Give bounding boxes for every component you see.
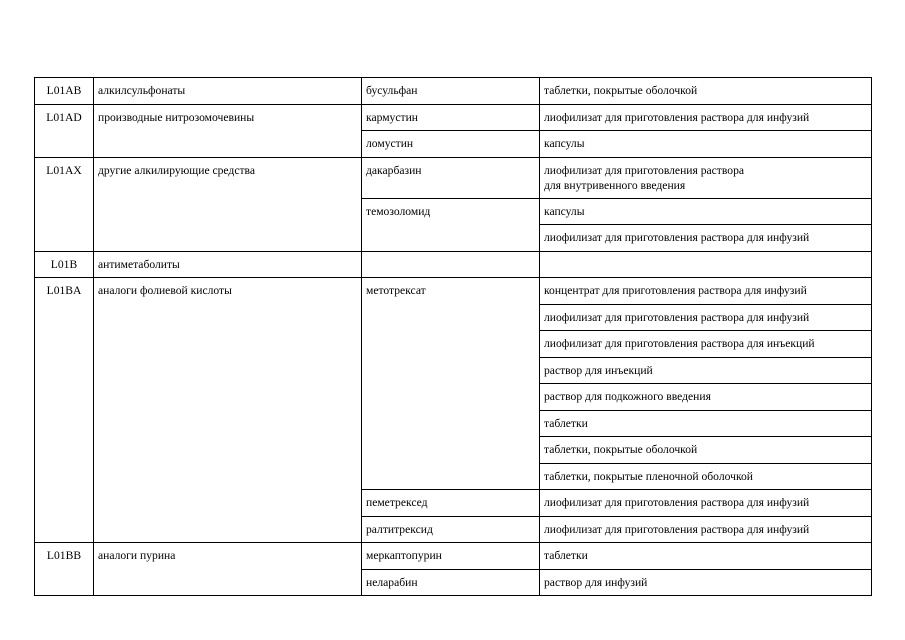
table-row	[35, 278, 872, 305]
atc-code-cell: L01BA	[35, 278, 94, 543]
dosage-form-cell: лиофилизат для приготовления раствора для инъекций	[540, 331, 872, 358]
atc-group-cell: алкилсульфонаты	[94, 78, 362, 105]
drug-name-cell: метотрексат	[362, 278, 540, 490]
dosage-form-cell: лиофилизат для приготовления раствора для инфузий	[540, 225, 872, 252]
dosage-form-cell: лиофилизат для приготовления раствора для инфузий	[540, 490, 872, 517]
dosage-form-cell	[540, 251, 872, 278]
dosage-form-cell: раствор для инфузий	[540, 569, 872, 596]
atc-code-cell: L01BB	[35, 543, 94, 596]
drug-table	[34, 77, 872, 596]
table-row	[35, 251, 872, 278]
table-row	[35, 104, 872, 131]
atc-group-cell: аналоги пурина	[94, 543, 362, 596]
drug-name-cell: ралтитрексид	[362, 516, 540, 543]
dosage-form-cell: таблетки	[540, 410, 872, 437]
atc-group-cell: производные нитрозомочевины	[94, 104, 362, 157]
atc-code-cell: L01AB	[35, 78, 94, 105]
table-row	[35, 157, 872, 198]
dosage-form-cell: капсулы	[540, 131, 872, 158]
table-row	[35, 78, 872, 105]
dosage-form-cell: концентрат для приготовления раствора для инфузий	[540, 278, 872, 305]
drug-name-cell: дакарбазин	[362, 157, 540, 198]
dosage-form-cell: лиофилизат для приготовления раствора для внутривенного введения	[540, 157, 872, 198]
drug-name-cell: меркаптопурин	[362, 543, 540, 570]
atc-group-cell: другие алкилирующие средства	[94, 157, 362, 251]
dosage-form-cell: таблетки, покрытые оболочкой	[540, 437, 872, 464]
atc-group-cell: антиметаболиты	[94, 251, 362, 278]
drug-name-cell: темозоломид	[362, 198, 540, 251]
atc-group-cell: аналоги фолиевой кислоты	[94, 278, 362, 543]
dosage-form-cell: раствор для подкожного введения	[540, 384, 872, 411]
drug-name-cell: неларабин	[362, 569, 540, 596]
drug-name-cell: пеметрексед	[362, 490, 540, 517]
drug-name-cell: кармустин	[362, 104, 540, 131]
atc-code-cell: L01AX	[35, 157, 94, 251]
drug-name-cell	[362, 251, 540, 278]
drug-name-cell: ломустин	[362, 131, 540, 158]
dosage-form-cell: таблетки, покрытые оболочкой	[540, 78, 872, 105]
dosage-form-cell: таблетки	[540, 543, 872, 570]
drug-name-cell: бусульфан	[362, 78, 540, 105]
dosage-form-cell: таблетки, покрытые пленочной оболочкой	[540, 463, 872, 490]
dosage-form-cell: раствор для инъекций	[540, 357, 872, 384]
dosage-form-cell: лиофилизат для приготовления раствора для инфузий	[540, 516, 872, 543]
atc-code-cell: L01B	[35, 251, 94, 278]
table-row	[35, 543, 872, 570]
dosage-form-cell: капсулы	[540, 198, 872, 225]
dosage-form-cell: лиофилизат для приготовления раствора для инфузий	[540, 304, 872, 331]
dosage-form-cell: лиофилизат для приготовления раствора для инфузий	[540, 104, 872, 131]
atc-code-cell: L01AD	[35, 104, 94, 157]
